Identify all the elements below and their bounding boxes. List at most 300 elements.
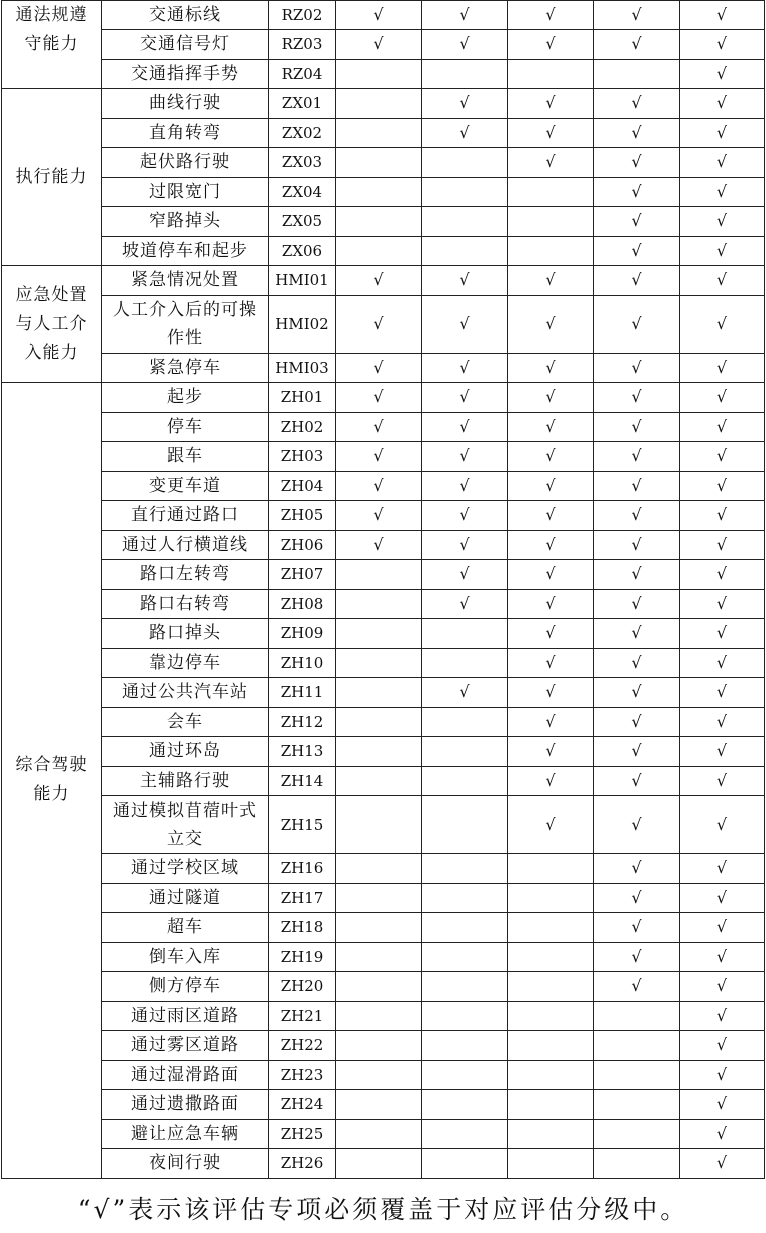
level-5-cell <box>680 589 765 619</box>
item-name: 避让应急车辆 <box>131 1123 239 1144</box>
check-mark: √ <box>716 181 728 201</box>
category-cell <box>2 1 102 89</box>
category-label: 应急处置 与人工介 入能力 <box>15 284 88 363</box>
check-mark: √ <box>459 314 470 333</box>
level-4-cell <box>594 913 680 943</box>
item-name-cell <box>102 796 269 854</box>
check-mark: √ <box>545 387 556 407</box>
table-row <box>2 854 765 884</box>
table-body <box>2 1 765 1179</box>
check-mark: √ <box>716 63 728 83</box>
level-2-cell <box>422 207 508 237</box>
item-name: 交通指挥手势 <box>131 63 239 84</box>
level-1-cell <box>336 383 422 413</box>
table-row <box>2 737 765 767</box>
level-1-cell <box>336 854 422 884</box>
check-mark: √ <box>716 711 728 731</box>
check-mark: √ <box>631 770 642 790</box>
item-name: 路口掉头 <box>149 623 221 644</box>
level-1-cell <box>336 207 422 237</box>
item-name-cell <box>102 177 269 207</box>
level-4-cell <box>594 766 680 796</box>
item-name: 紧急情况处置 <box>131 270 239 291</box>
item-name-cell <box>102 442 269 472</box>
check-mark: √ <box>716 475 728 495</box>
level-4-cell <box>594 295 680 353</box>
item-code: HMI01 <box>269 266 336 296</box>
check-mark: √ <box>716 1035 728 1055</box>
check-mark: √ <box>545 682 556 702</box>
check-mark: √ <box>459 534 470 554</box>
footnote: “√”表示该评估专项必须覆盖于对应评估分级中。 <box>77 1195 689 1224</box>
level-2-cell <box>422 972 508 1002</box>
item-name-cell <box>102 737 269 767</box>
level-5-cell <box>680 796 765 854</box>
check-mark: √ <box>545 534 556 554</box>
check-mark: √ <box>373 446 384 466</box>
level-4-cell <box>594 942 680 972</box>
table-row <box>2 383 765 413</box>
item-code: ZH07 <box>269 560 336 590</box>
check-mark: √ <box>631 505 642 525</box>
level-1-cell <box>336 1 422 30</box>
check-mark: √ <box>631 152 642 172</box>
table-row <box>2 442 765 472</box>
item-name: 通过隧道 <box>149 887 221 908</box>
level-5-cell <box>680 118 765 148</box>
level-3-cell <box>508 1119 594 1149</box>
check-mark: √ <box>373 475 384 495</box>
level-3-cell <box>508 972 594 1002</box>
level-4-cell <box>594 1119 680 1149</box>
level-2-cell <box>422 1031 508 1061</box>
check-mark: √ <box>631 475 642 495</box>
level-4-cell <box>594 560 680 590</box>
level-4-cell <box>594 707 680 737</box>
level-1-cell <box>336 1031 422 1061</box>
item-name: 坡道停车和起步 <box>122 240 248 261</box>
check-mark: √ <box>631 211 642 231</box>
check-mark: √ <box>631 357 642 377</box>
check-mark: √ <box>716 623 728 643</box>
table-row <box>2 560 765 590</box>
item-name: 交通信号灯 <box>140 34 230 55</box>
check-mark: √ <box>716 34 728 54</box>
level-2-cell <box>422 266 508 296</box>
level-1-cell <box>336 619 422 649</box>
level-1-cell <box>336 883 422 913</box>
level-1-cell <box>336 471 422 501</box>
level-3-cell <box>508 737 594 767</box>
evaluation-coverage-table <box>1 0 765 1179</box>
item-name-cell <box>102 560 269 590</box>
level-2-cell <box>422 796 508 854</box>
item-name-cell <box>102 589 269 619</box>
level-3-cell <box>508 442 594 472</box>
level-1-cell <box>336 266 422 296</box>
level-2-cell <box>422 1149 508 1179</box>
level-2-cell <box>422 1060 508 1090</box>
level-1-cell <box>336 501 422 531</box>
item-code: ZH04 <box>269 471 336 501</box>
level-2-cell <box>422 560 508 590</box>
category-cell <box>2 383 102 1179</box>
table-row <box>2 1149 765 1179</box>
level-5-cell <box>680 442 765 472</box>
level-2-cell <box>422 766 508 796</box>
table-row <box>2 118 765 148</box>
item-code: ZH06 <box>269 530 336 560</box>
level-3-cell <box>508 236 594 266</box>
level-3-cell <box>508 59 594 89</box>
check-mark: √ <box>373 34 384 54</box>
table-row <box>2 648 765 678</box>
level-2-cell <box>422 913 508 943</box>
level-1-cell <box>336 913 422 943</box>
level-1-cell <box>336 353 422 383</box>
item-code: ZH05 <box>269 501 336 531</box>
level-2-cell <box>422 1 508 30</box>
item-code: ZH13 <box>269 737 336 767</box>
level-5-cell <box>680 707 765 737</box>
check-mark: √ <box>545 152 556 172</box>
item-name: 超车 <box>167 917 203 938</box>
item-code: HMI02 <box>269 295 336 353</box>
item-code: ZH14 <box>269 766 336 796</box>
level-4-cell <box>594 1 680 30</box>
check-mark: √ <box>545 93 556 113</box>
item-name-cell <box>102 383 269 413</box>
level-4-cell <box>594 972 680 1002</box>
check-mark: √ <box>631 946 642 966</box>
level-5-cell <box>680 913 765 943</box>
level-2-cell <box>422 148 508 178</box>
check-mark: √ <box>545 34 556 54</box>
item-name-cell <box>102 648 269 678</box>
table-row <box>2 796 765 854</box>
level-2-cell <box>422 383 508 413</box>
level-3-cell <box>508 1060 594 1090</box>
level-5-cell <box>680 972 765 1002</box>
level-5-cell <box>680 1031 765 1061</box>
item-name: 通过模拟苜蓿叶式 立交 <box>113 800 257 849</box>
item-name-cell <box>102 1031 269 1061</box>
check-mark: √ <box>459 446 470 466</box>
item-name-cell <box>102 854 269 884</box>
item-name-cell <box>102 1060 269 1090</box>
level-4-cell <box>594 678 680 708</box>
level-3-cell <box>508 30 594 60</box>
level-2-cell <box>422 353 508 383</box>
level-5-cell <box>680 266 765 296</box>
check-mark: √ <box>631 682 642 702</box>
table-row <box>2 1 765 30</box>
level-3-cell <box>508 148 594 178</box>
item-name: 主辅路行驶 <box>140 770 230 791</box>
table-row <box>2 353 765 383</box>
item-code: ZH10 <box>269 648 336 678</box>
level-2-cell <box>422 707 508 737</box>
check-mark: √ <box>716 534 728 554</box>
check-mark: √ <box>716 211 728 231</box>
level-4-cell <box>594 883 680 913</box>
check-mark: √ <box>716 93 728 113</box>
level-5-cell <box>680 59 765 89</box>
level-4-cell <box>594 353 680 383</box>
category-cell <box>2 89 102 266</box>
level-5-cell <box>680 1060 765 1090</box>
item-name: 通过遗撒路面 <box>131 1094 239 1115</box>
check-mark: √ <box>716 1005 728 1025</box>
level-4-cell <box>594 471 680 501</box>
level-5-cell <box>680 148 765 178</box>
level-5-cell <box>680 353 765 383</box>
table-row <box>2 1001 765 1031</box>
check-mark: √ <box>631 711 642 731</box>
category-cell <box>2 266 102 383</box>
check-mark: √ <box>716 270 728 290</box>
level-2-cell <box>422 530 508 560</box>
level-5-cell <box>680 207 765 237</box>
check-mark: √ <box>545 770 556 790</box>
table-row <box>2 913 765 943</box>
check-mark: √ <box>716 770 728 790</box>
check-mark: √ <box>373 416 384 436</box>
check-mark: √ <box>459 593 470 613</box>
check-mark: √ <box>716 314 728 333</box>
check-mark: √ <box>716 682 728 702</box>
table-row <box>2 619 765 649</box>
level-5-cell <box>680 854 765 884</box>
item-code: ZH19 <box>269 942 336 972</box>
item-code: ZX01 <box>269 89 336 119</box>
check-mark: √ <box>545 741 556 761</box>
item-code: RZ03 <box>269 30 336 60</box>
level-4-cell <box>594 648 680 678</box>
level-1-cell <box>336 1119 422 1149</box>
table-row <box>2 883 765 913</box>
level-1-cell <box>336 1090 422 1120</box>
check-mark: √ <box>545 711 556 731</box>
level-1-cell <box>336 412 422 442</box>
check-mark: √ <box>631 270 642 290</box>
check-mark: √ <box>631 564 642 584</box>
level-1-cell <box>336 59 422 89</box>
table-row <box>2 1031 765 1061</box>
level-5-cell <box>680 471 765 501</box>
level-4-cell <box>594 1031 680 1061</box>
check-mark: √ <box>716 387 728 407</box>
level-3-cell <box>508 118 594 148</box>
check-mark: √ <box>631 93 642 113</box>
item-name: 起伏路行驶 <box>140 152 230 173</box>
check-mark: √ <box>545 314 556 333</box>
item-name: 人工介入后的可操 作性 <box>113 300 257 348</box>
level-5-cell <box>680 30 765 60</box>
table-row <box>2 59 765 89</box>
level-3-cell <box>508 471 594 501</box>
level-1-cell <box>336 442 422 472</box>
item-name-cell <box>102 353 269 383</box>
level-1-cell <box>336 942 422 972</box>
level-5-cell <box>680 295 765 353</box>
check-mark: √ <box>459 357 470 377</box>
level-3-cell <box>508 796 594 854</box>
level-3-cell <box>508 560 594 590</box>
level-4-cell <box>594 266 680 296</box>
check-mark: √ <box>716 652 728 672</box>
level-5-cell <box>680 619 765 649</box>
item-code: ZH01 <box>269 383 336 413</box>
check-mark: √ <box>716 858 728 878</box>
level-3-cell <box>508 678 594 708</box>
level-2-cell <box>422 737 508 767</box>
item-name: 直角转弯 <box>149 122 221 143</box>
check-mark: √ <box>459 416 470 436</box>
check-mark: √ <box>373 387 384 407</box>
level-3-cell <box>508 1 594 30</box>
level-4-cell <box>594 530 680 560</box>
level-5-cell <box>680 560 765 590</box>
item-code: ZH03 <box>269 442 336 472</box>
check-mark: √ <box>631 446 642 466</box>
item-name: 路口右转弯 <box>140 593 230 614</box>
level-1-cell <box>336 589 422 619</box>
item-code: ZH02 <box>269 412 336 442</box>
item-name: 窄路掉头 <box>149 211 221 232</box>
item-code: ZH23 <box>269 1060 336 1090</box>
item-code: ZH08 <box>269 589 336 619</box>
table-row <box>2 972 765 1002</box>
check-mark: √ <box>716 1153 728 1173</box>
check-mark: √ <box>545 122 556 142</box>
level-1-cell <box>336 737 422 767</box>
level-2-cell <box>422 678 508 708</box>
item-code: ZH18 <box>269 913 336 943</box>
item-name: 曲线行驶 <box>149 93 221 114</box>
category-label: 执行能力 <box>15 166 88 187</box>
level-4-cell <box>594 177 680 207</box>
check-mark: √ <box>631 593 642 613</box>
check-mark: √ <box>631 741 642 761</box>
check-mark: √ <box>716 240 728 260</box>
level-4-cell <box>594 854 680 884</box>
table-row <box>2 207 765 237</box>
item-code: ZH26 <box>269 1149 336 1179</box>
level-2-cell <box>422 442 508 472</box>
item-code: ZX02 <box>269 118 336 148</box>
item-code: ZH25 <box>269 1119 336 1149</box>
item-name-cell <box>102 236 269 266</box>
item-name: 会车 <box>167 711 203 732</box>
level-5-cell <box>680 530 765 560</box>
level-2-cell <box>422 236 508 266</box>
item-name-cell <box>102 266 269 296</box>
level-1-cell <box>336 89 422 119</box>
item-name: 通过人行横道线 <box>122 534 248 555</box>
check-mark: √ <box>545 623 556 643</box>
item-code: ZH09 <box>269 619 336 649</box>
check-mark: √ <box>631 5 642 24</box>
level-3-cell <box>508 1001 594 1031</box>
check-mark: √ <box>631 314 642 333</box>
item-code: ZX04 <box>269 177 336 207</box>
level-1-cell <box>336 530 422 560</box>
level-1-cell <box>336 796 422 854</box>
check-mark: √ <box>631 652 642 672</box>
level-4-cell <box>594 412 680 442</box>
table-row <box>2 1090 765 1120</box>
level-2-cell <box>422 412 508 442</box>
item-code: RZ02 <box>269 1 336 30</box>
level-3-cell <box>508 89 594 119</box>
check-mark: √ <box>459 34 470 54</box>
check-mark: √ <box>545 652 556 672</box>
level-5-cell <box>680 1 765 30</box>
table-row <box>2 89 765 119</box>
level-3-cell <box>508 1149 594 1179</box>
item-name-cell <box>102 678 269 708</box>
level-2-cell <box>422 30 508 60</box>
item-name-cell <box>102 118 269 148</box>
level-4-cell <box>594 589 680 619</box>
check-mark: √ <box>631 416 642 436</box>
item-name: 靠边停车 <box>149 652 221 673</box>
level-4-cell <box>594 236 680 266</box>
item-name-cell <box>102 942 269 972</box>
level-3-cell <box>508 295 594 353</box>
level-1-cell <box>336 972 422 1002</box>
level-2-cell <box>422 501 508 531</box>
level-3-cell <box>508 266 594 296</box>
level-2-cell <box>422 619 508 649</box>
level-3-cell <box>508 766 594 796</box>
item-code: ZX03 <box>269 148 336 178</box>
check-mark: √ <box>716 1094 728 1114</box>
item-name-cell <box>102 1149 269 1179</box>
table-row <box>2 148 765 178</box>
table-row <box>2 766 765 796</box>
level-3-cell <box>508 383 594 413</box>
level-2-cell <box>422 177 508 207</box>
level-3-cell <box>508 913 594 943</box>
level-4-cell <box>594 1090 680 1120</box>
item-name: 通过环岛 <box>149 741 221 762</box>
level-5-cell <box>680 737 765 767</box>
table-row <box>2 1119 765 1149</box>
item-code: ZH12 <box>269 707 336 737</box>
check-mark: √ <box>459 122 470 142</box>
table-row <box>2 942 765 972</box>
item-name: 通过雨区道路 <box>131 1005 239 1026</box>
item-name: 直行通过路口 <box>131 505 239 526</box>
table-row <box>2 1060 765 1090</box>
level-4-cell <box>594 118 680 148</box>
check-mark: √ <box>631 181 642 201</box>
item-name: 过限宽门 <box>149 181 221 202</box>
level-4-cell <box>594 89 680 119</box>
item-code: ZH24 <box>269 1090 336 1120</box>
item-name-cell <box>102 1001 269 1031</box>
level-3-cell <box>508 707 594 737</box>
level-3-cell <box>508 648 594 678</box>
category-label: 综合驾驶 能力 <box>15 755 88 805</box>
level-1-cell <box>336 648 422 678</box>
level-1-cell <box>336 1149 422 1179</box>
level-1-cell <box>336 148 422 178</box>
check-mark: √ <box>459 475 470 495</box>
item-code: ZH17 <box>269 883 336 913</box>
